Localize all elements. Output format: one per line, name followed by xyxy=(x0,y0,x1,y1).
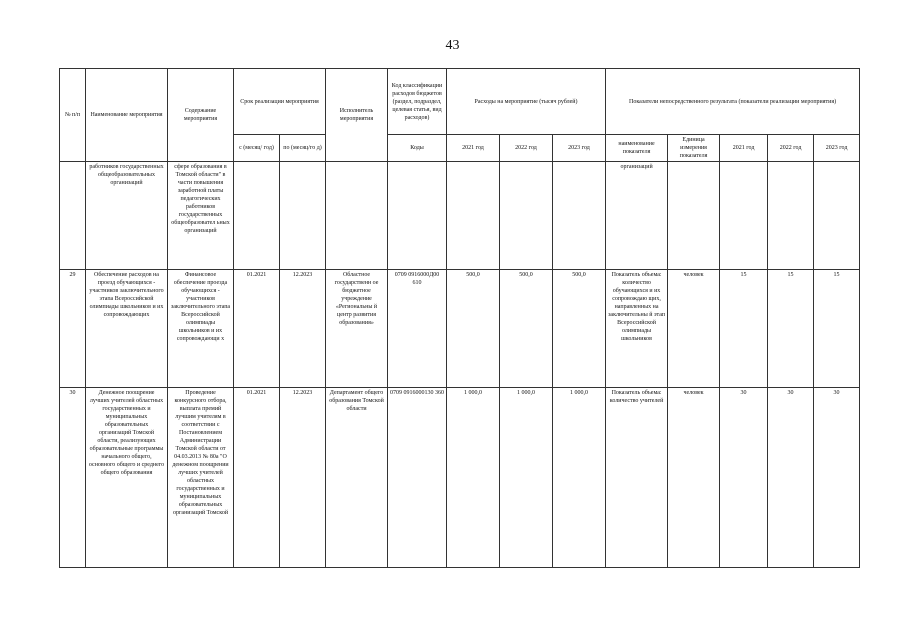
table-row xyxy=(60,388,860,568)
row-indicator-unit: человек xyxy=(668,270,720,388)
row-indicator-2022: 15 xyxy=(768,270,814,388)
row-2023 xyxy=(553,162,606,270)
row-executor xyxy=(326,162,388,270)
row-num: 29 xyxy=(60,270,86,388)
row-indicator-2022: 30 xyxy=(768,388,814,568)
row-from: 01.2021 xyxy=(234,270,280,388)
header-executor: Исполнитель мероприятия xyxy=(326,69,388,162)
header-indicator-2022: 2022 год xyxy=(768,135,814,162)
header-period-from: с (месяц/ год) xyxy=(234,135,280,162)
row-2023: 1 000,0 xyxy=(553,388,606,568)
row-executor: Департамент общего образования Томской области xyxy=(326,388,388,568)
measures-table xyxy=(59,68,860,568)
header-budget-code: Код классификации расходов бюджетов (раздел, подраздел, целевая статья, вид расходов) xyxy=(388,69,447,135)
row-2022: 1 000,0 xyxy=(500,388,553,568)
row-code: 0709 0916000Д00 610 xyxy=(388,270,447,388)
row-indicator-2023: 30 xyxy=(814,388,860,568)
page-number: 43 xyxy=(445,38,460,53)
row-executor: Областное государственн ое бюджетное учреждение «Региональны й центр развития образования» xyxy=(326,270,388,388)
table-row xyxy=(60,162,860,270)
header-2022: 2022 год xyxy=(500,135,553,162)
row-indicator-unit xyxy=(668,162,720,270)
row-code xyxy=(388,162,447,270)
header-period-to: по (месяц/го д) xyxy=(280,135,326,162)
row-indicator-2021: 30 xyxy=(720,388,768,568)
row-indicator-name: Показатель объема: количество обучающихся и их сопровождаю щих, направленных на заключительны й этап Всероссийской олимпиады школьников xyxy=(606,270,668,388)
header-name: Наименование мероприятия xyxy=(86,69,168,162)
row-content: Проведение конкурсного отбора, выплата премий лучшим учителям в соответствии с Постановлением Администрации Томской области от 04.03.2013 № 80а "О денежном поощрении лучших учителей областных государственных и муниципальных образовательных организаций Томской xyxy=(168,388,234,568)
row-from: 01.2021 xyxy=(234,388,280,568)
row-name: Обеспечение расходов на проезд обучающихся - участников заключительного этапа Всероссийской олимпиады школьников и их сопровождающих xyxy=(86,270,168,388)
header-content: Содержание мероприятия xyxy=(168,69,234,162)
row-2022: 500,0 xyxy=(500,270,553,388)
row-indicator-2021 xyxy=(720,162,768,270)
header-expenses: Расходы на мероприятие (тысяч рублей) xyxy=(447,69,606,135)
row-indicator-2021: 15 xyxy=(720,270,768,388)
row-from xyxy=(234,162,280,270)
row-to: 12.2023 xyxy=(280,388,326,568)
header-indicator-2021: 2021 год xyxy=(720,135,768,162)
row-code: 0709 0916000130 360 xyxy=(388,388,447,568)
header-indicator-2023: 2023 год xyxy=(814,135,860,162)
header-indicator-unit: Единица измерения показателя xyxy=(668,135,720,162)
row-2023: 500,0 xyxy=(553,270,606,388)
row-to: 12.2023 xyxy=(280,270,326,388)
header-indicators: Показатели непосредственного результата (показатели реализации мероприятия) xyxy=(606,69,860,135)
table-row xyxy=(60,270,860,388)
row-num: 30 xyxy=(60,388,86,568)
header-2021: 2021 год xyxy=(447,135,500,162)
row-indicator-name: Показатель объема: количество учителей xyxy=(606,388,668,568)
row-2022 xyxy=(500,162,553,270)
row-name: работников государственных общеобразовательных организаций xyxy=(86,162,168,270)
row-content: Финансовое обеспечение проезда обучающихся - участников заключительного этапа Всероссийской олимпиады школьников и их сопровождающи х xyxy=(168,270,234,388)
row-indicator-2023 xyxy=(814,162,860,270)
row-to xyxy=(280,162,326,270)
row-2021: 1 000,0 xyxy=(447,388,500,568)
row-2021 xyxy=(447,162,500,270)
row-indicator-2023: 15 xyxy=(814,270,860,388)
header-period: Срок реализации мероприятия xyxy=(234,69,326,135)
header-indicator-name: наименование показателя xyxy=(606,135,668,162)
header-num: № п/п xyxy=(60,69,86,162)
header-2023: 2023 год xyxy=(553,135,606,162)
row-content: сфере образования в Томской области" в части повышения заработной платы педагогических работников государственных общеобразовател ьных организаций xyxy=(168,162,234,270)
row-name: Денежное поощрение лучших учителей областных государственных и муниципальных образовательных организаций Томской области, реализующих образовательные программы начального общего, основного общего и среднего общего образования xyxy=(86,388,168,568)
row-indicator-2022 xyxy=(768,162,814,270)
row-indicator-name: организаций xyxy=(606,162,668,270)
row-num xyxy=(60,162,86,270)
row-2021: 500,0 xyxy=(447,270,500,388)
row-indicator-unit: человек xyxy=(668,388,720,568)
header-codes: Коды xyxy=(388,135,447,162)
